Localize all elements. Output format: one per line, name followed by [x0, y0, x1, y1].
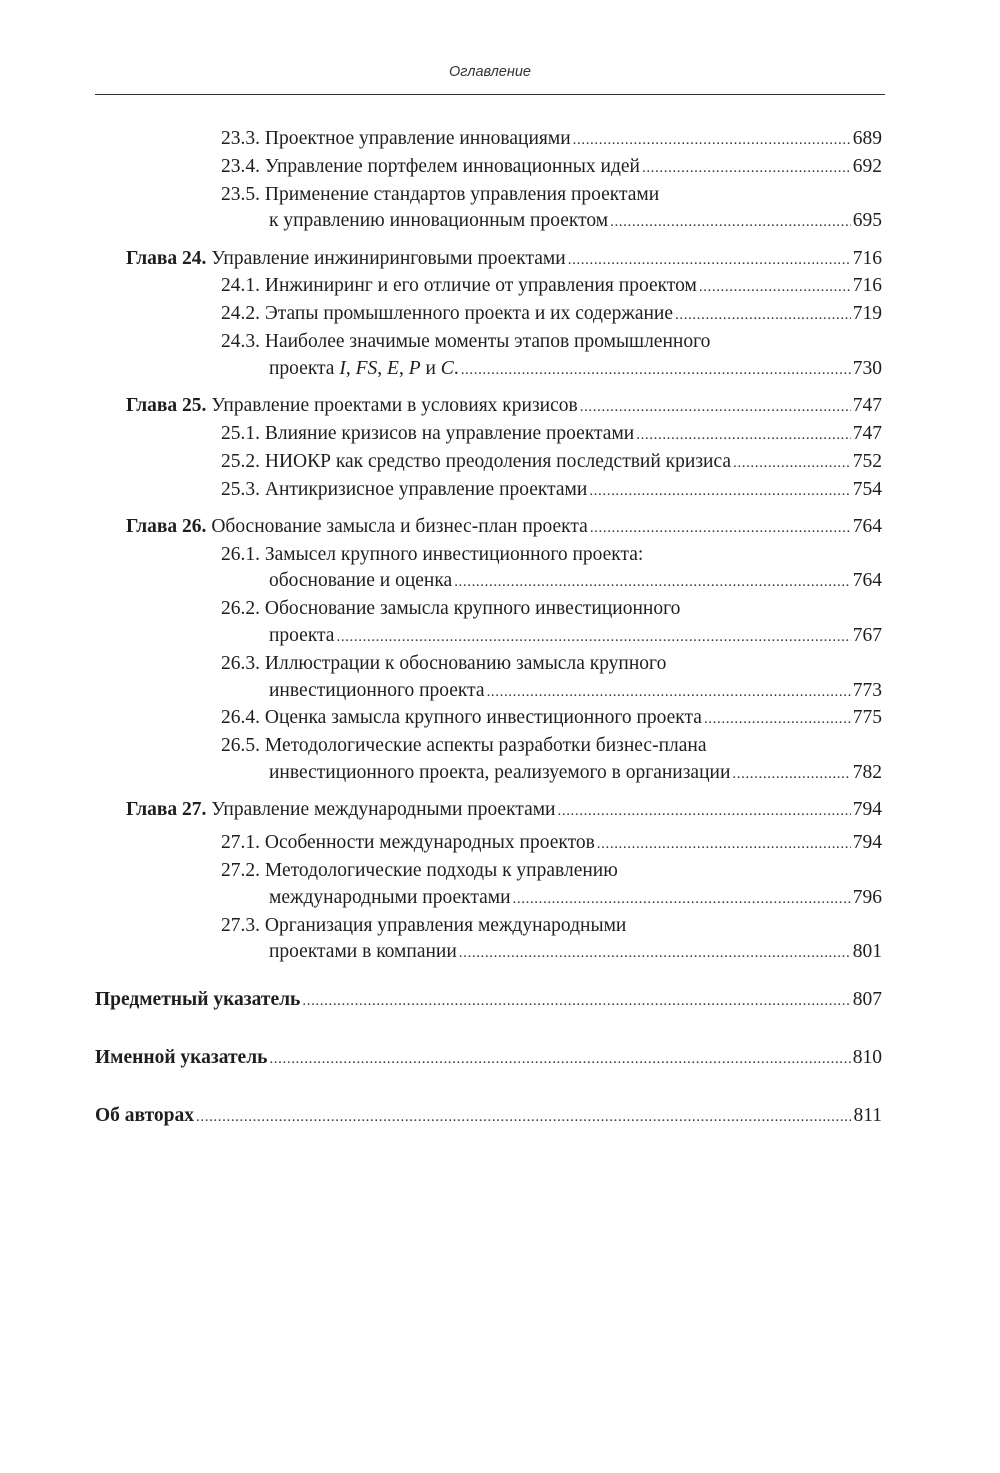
- toc-entry-26-5[interactable]: [95, 733, 882, 788]
- page-number: 716: [852, 275, 882, 297]
- leader-dots: [568, 246, 851, 274]
- chapter-title: Управление международными проектами: [211, 799, 556, 821]
- leader-dots: [269, 1045, 850, 1073]
- page-number: 754: [852, 478, 882, 500]
- page-number: 730: [852, 357, 882, 379]
- page-number: 801: [852, 941, 882, 963]
- section-number: 27.2.: [221, 859, 260, 881]
- leader-dots: [461, 356, 851, 384]
- section-number: 26.5.: [221, 735, 260, 757]
- toc-chapter-26[interactable]: [95, 514, 882, 542]
- page-number: 782: [852, 762, 882, 784]
- section-title: Наиболее значимые моменты этапов промышленного: [264, 331, 711, 353]
- leader-dots: [699, 273, 851, 301]
- section-number: 26.4.: [221, 707, 260, 729]
- section-number: 24.3.: [221, 331, 260, 353]
- section-title-continued: к управлению инновационным проектом: [269, 210, 609, 232]
- toc-entry-26-1[interactable]: [95, 542, 882, 597]
- section-title: Управление портфелем инновационных идей: [264, 155, 640, 177]
- page-number: 695: [852, 210, 882, 232]
- page-number: 775: [852, 707, 882, 729]
- section-title: Организация управления международными: [264, 914, 627, 936]
- section-title: Проектное управление инновациями: [264, 128, 571, 149]
- page-number: 807: [852, 989, 882, 1011]
- section-number: 25.3.: [221, 478, 260, 500]
- entry-title: Об авторах: [95, 1104, 195, 1126]
- section-title-continued: проекта: [269, 625, 335, 647]
- section-title: Оценка замысла крупного инвестиционного проекта: [264, 707, 702, 729]
- toc-entry-27-1[interactable]: [95, 830, 882, 858]
- section-number: 26.1.: [221, 543, 260, 565]
- chapter-title: Управление инжиниринговыми проектами: [211, 247, 566, 269]
- toc-entry-25-1[interactable]: [95, 421, 882, 449]
- leader-dots: [733, 449, 851, 477]
- leader-dots: [675, 301, 851, 329]
- section-title-continued: инвестиционного проекта: [269, 679, 485, 701]
- page-number: 764: [852, 515, 882, 537]
- page-number: 689: [852, 128, 882, 149]
- toc-entry-23-5[interactable]: [95, 182, 882, 237]
- toc-name-index[interactable]: [95, 1045, 882, 1073]
- toc-entry-25-2[interactable]: [95, 449, 882, 477]
- section-number: 24.2.: [221, 303, 260, 325]
- chapter-label: Глава 27.: [126, 799, 207, 821]
- leader-dots: [597, 830, 851, 858]
- section-title: Антикризисное управление проектами: [264, 478, 588, 500]
- page-number: 811: [853, 1104, 882, 1126]
- section-number: 27.1.: [221, 832, 260, 854]
- leader-dots: [302, 987, 850, 1015]
- leader-dots: [513, 885, 851, 913]
- chapter-label: Глава 24.: [126, 247, 207, 269]
- section-number: 26.2.: [221, 598, 260, 620]
- section-number: 25.2.: [221, 450, 260, 472]
- toc-entry-24-3[interactable]: [95, 329, 882, 384]
- section-title: Обоснование замысла крупного инвестиционного: [264, 598, 681, 620]
- toc-entry-26-3[interactable]: [95, 651, 882, 706]
- toc-entry-27-2[interactable]: [95, 858, 882, 913]
- leader-dots: [558, 797, 851, 825]
- entry-title: Предметный указатель: [95, 989, 301, 1011]
- section-title: Методологические аспекты разработки бизнес-плана: [264, 735, 707, 757]
- leader-dots: [636, 421, 851, 449]
- section-title-continued: инвестиционного проекта, реализуемого в организации: [269, 762, 731, 784]
- leader-dots: [580, 393, 851, 421]
- section-title-continued: обоснование и оценка: [269, 570, 453, 592]
- toc-chapter-27[interactable]: [95, 797, 882, 825]
- section-number: 25.1.: [221, 422, 260, 444]
- leader-dots: [589, 477, 850, 505]
- page-number: 796: [852, 886, 882, 908]
- toc-about-authors[interactable]: [95, 1103, 882, 1131]
- leader-dots: [573, 126, 851, 154]
- leader-dots: [610, 208, 851, 236]
- page-number: 810: [852, 1046, 882, 1068]
- leader-dots: [336, 623, 850, 651]
- page-number: 764: [852, 570, 882, 592]
- section-title-continued: проекта I, FS, E, P и C.: [269, 357, 459, 379]
- page-number: 773: [852, 679, 882, 701]
- section-title: Особенности международных проектов: [264, 832, 595, 854]
- section-title-continued: международными проектами: [269, 886, 511, 908]
- toc-entry-27-3[interactable]: [95, 913, 882, 968]
- entry-title: Именной указатель: [95, 1046, 268, 1068]
- leader-dots: [590, 514, 851, 542]
- page-number: 747: [852, 422, 882, 444]
- section-number: 26.3.: [221, 652, 260, 674]
- toc-entry-23-4[interactable]: [95, 154, 882, 182]
- toc-subject-index[interactable]: [95, 987, 882, 1015]
- section-title: Замысел крупного инвестиционного проекта:: [264, 543, 644, 565]
- toc-entry-24-1[interactable]: [95, 273, 882, 301]
- section-number: 23.3.: [221, 128, 260, 149]
- page-number: 794: [852, 832, 882, 854]
- toc-entry-26-2[interactable]: [95, 596, 882, 651]
- toc-entry-26-4[interactable]: [95, 705, 882, 733]
- toc-entry-25-3[interactable]: [95, 477, 882, 505]
- page-number: 716: [852, 247, 882, 269]
- section-title: НИОКР как средство преодоления последствий кризиса: [264, 450, 732, 472]
- toc-chapter-24[interactable]: [95, 246, 882, 274]
- section-number: 23.4.: [221, 155, 260, 177]
- leader-dots: [454, 568, 851, 596]
- toc-chapter-25[interactable]: [95, 393, 882, 421]
- leader-dots: [732, 760, 850, 788]
- running-header: Оглавление: [449, 64, 531, 80]
- header-rule: [95, 94, 885, 95]
- section-number: 27.3.: [221, 914, 260, 936]
- leader-dots: [487, 678, 851, 706]
- chapter-label: Глава 26.: [126, 515, 207, 537]
- page-number: 752: [852, 450, 882, 472]
- section-title: Иллюстрации к обоснованию замысла крупного: [264, 652, 667, 674]
- section-number: 24.1.: [221, 275, 260, 297]
- page-number: 747: [852, 395, 882, 417]
- chapter-title: Обоснование замысла и бизнес-план проекта: [211, 515, 588, 537]
- leader-dots: [459, 939, 851, 967]
- leader-dots: [196, 1103, 851, 1131]
- section-title: Применение стандартов управления проектами: [264, 183, 660, 205]
- chapter-title: Управление проектами в условиях кризисов: [211, 395, 578, 417]
- page-number: 767: [852, 625, 882, 647]
- section-title: Методологические подходы к управлению: [264, 859, 618, 881]
- toc-entry-23-3[interactable]: [95, 126, 882, 154]
- page-number: 692: [852, 155, 882, 177]
- toc-entry-24-2[interactable]: [95, 301, 882, 329]
- section-title-continued: проектами в компании: [269, 941, 457, 963]
- page-number: 794: [852, 799, 882, 821]
- chapter-label: Глава 25.: [126, 395, 207, 417]
- section-number: 23.5.: [221, 183, 260, 205]
- section-title: Влияние кризисов на управление проектами: [264, 422, 635, 444]
- table-of-contents: [95, 126, 882, 1131]
- section-title: Инжиниринг и его отличие от управления проектом: [264, 275, 697, 297]
- section-title: Этапы промышленного проекта и их содержание: [264, 303, 674, 325]
- leader-dots: [704, 705, 851, 733]
- leader-dots: [642, 154, 851, 182]
- page-number: 719: [852, 303, 882, 325]
